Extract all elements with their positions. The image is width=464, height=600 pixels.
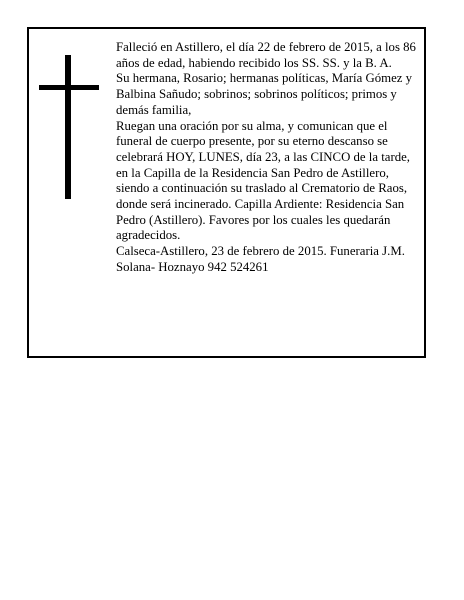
obituary-notice bbox=[27, 27, 426, 358]
cross-icon bbox=[39, 55, 99, 199]
funeral-details: Ruegan una oración por su alma, y comunican que el funeral de cuerpo presente, por su eterno descanso se celebrará HOY, LUNES, día 23, a las CINCO de la tarde, en la Capilla de la Residencia San Pedro de Astillero, siendo a continuación su traslado al Crematorio de Raos, donde será incinerado. Capilla Ardiente: Residencia San Pedro (Astillero). Favores por los cuales les quedarán agradecidos. bbox=[116, 118, 411, 243]
family-list: Su hermana, Rosario; hermanas políticas, María Gómez y Balbina Sañudo; sobrinos; sobrinos políticos; primos y demás familia, bbox=[116, 71, 413, 117]
cross-vertical-bar bbox=[65, 55, 71, 199]
death-announcement: Falleció en Astillero, el día 22 de febrero de 2015, a los 86 años de edad, habiendo recibido los SS. SS. y la B. A. bbox=[116, 40, 416, 70]
notice-text bbox=[116, 40, 424, 276]
place-date-funeral-home: Calseca-Astillero, 23 de febrero de 2015. Funeraria J.M. Solana- Hoznayo 942 524261 bbox=[116, 244, 405, 274]
cross-horizontal-bar bbox=[39, 85, 99, 90]
